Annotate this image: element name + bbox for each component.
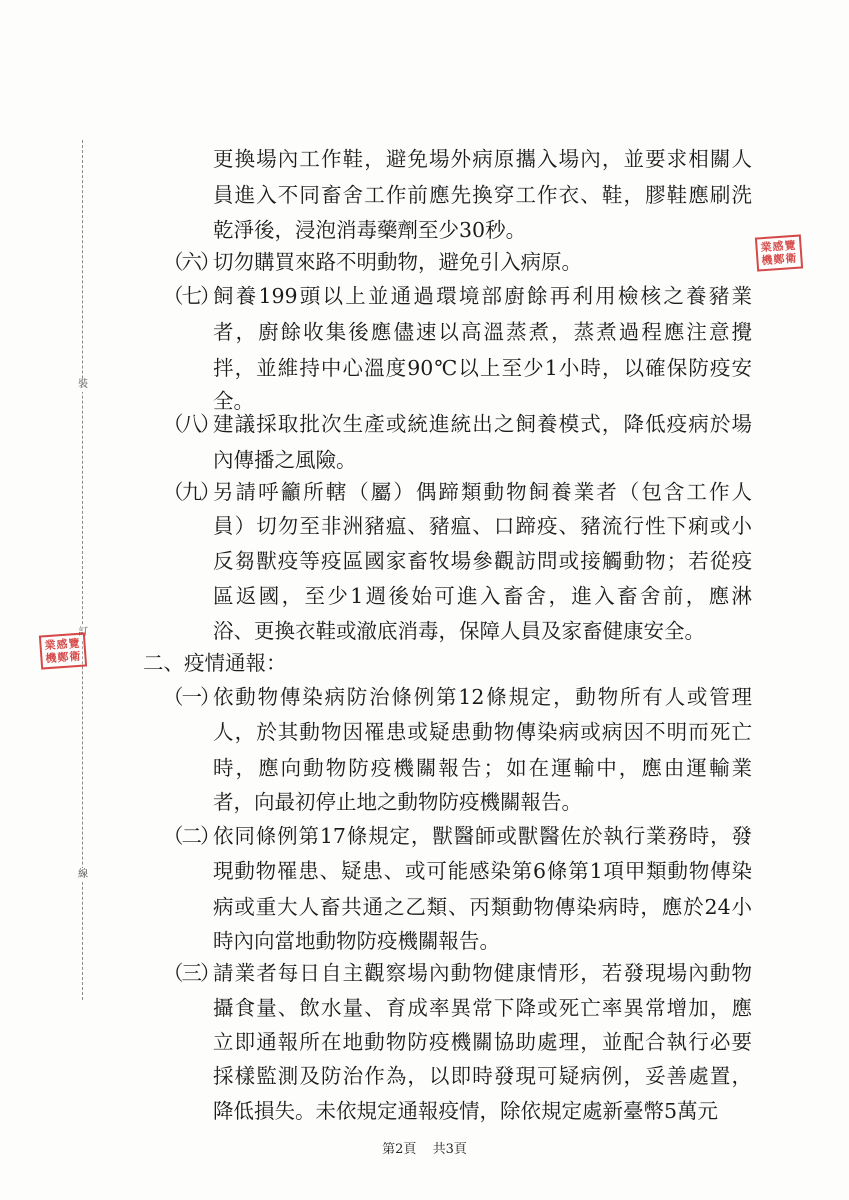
paragraph-line: 現動物罹患、疑患、或可能感染第6條第1項甲類動物傳染 [213,859,752,883]
item-marker: （八） [163,412,219,436]
seal-stamp-right: 業感覽 機鄭衛 [755,234,803,271]
paragraph-line: 乾淨後，浸泡消毒藥劑至少30秒。 [213,218,527,242]
paragraph-line: 攝食量、飲水量、育成率異常下降或死亡率異常增加，應 [213,996,752,1020]
seal-stamp-left: 業感覽 機鄭衛 [39,632,87,669]
binding-char-ding: 訂 [74,626,92,640]
paragraph-line: 立即通報所在地動物防疫機關協助處理，並配合執行必要 [213,1030,752,1054]
paragraph-line: 拌，並維持中心溫度90℃以上至少1小時，以確保防疫安 [213,356,752,380]
item-marker: （二） [163,824,219,848]
paragraph-line: 飼養199頭以上並通過環境部廚餘再利用檢核之養豬業 [213,284,752,308]
paragraph-line: 建議採取批次生產或統進統出之飼養模式，降低疫病於場 [213,412,752,436]
page-number: 第2頁 [382,1142,417,1157]
item-marker: （六） [163,250,219,274]
paragraph-line: 員進入不同畜舍工作前應先換穿工作衣、鞋，膠鞋應刷洗 [213,183,752,207]
item-marker: （七） [163,284,219,308]
paragraph-line: 內傳播之風險。 [213,448,357,472]
binding-char-xian: 線 [74,868,92,882]
binding-char-zhuang: 裝 [74,378,92,392]
paragraph-line: 時，應向動物防疫機關報告；如在運輸中，應由運輸業 [213,756,752,780]
paragraph-line: 員）切勿至非洲豬瘟、豬瘟、口蹄疫、豬流行性下痢或小 [213,514,752,538]
paragraph-line: 人，於其動物因罹患或疑患動物傳染病或病因不明而死亡 [213,720,752,744]
paragraph-line: 請業者每日自主觀察場內動物健康情形，若發現場內動物 [213,961,752,985]
item-marker: （一） [163,685,219,709]
paragraph-line: 依動物傳染病防治條例第12條規定，動物所有人或管理 [213,685,752,709]
item-marker: （三） [163,961,219,985]
paragraph-line: 區返國，至少1週後始可進入畜舍，進入畜舍前，應淋 [213,584,752,608]
paragraph-line: 降低損失。未依規定通報疫情，除依規定處新臺幣5萬元 [213,1099,719,1123]
paragraph-line: 切勿購買來路不明動物，避免引入病原。 [213,250,582,274]
paragraph-line: 依同條例第17條規定，獸醫師或獸醫佐於執行業務時，發 [213,824,752,848]
item-marker: （九） [163,480,219,504]
page-total: 共3頁 [432,1142,467,1157]
paragraph-line: 時內向當地動物防疫機關報告。 [213,929,500,953]
paragraph-line: 更換場內工作鞋，避免場外病原攜入場內，並要求相關人 [213,147,752,171]
paragraph-line: 採樣監測及防治作為，以即時發現可疑病例，妥善處置， [213,1064,752,1088]
paragraph-line: 浴、更換衣鞋或澈底消毒，保障人員及家畜健康安全。 [213,619,705,643]
paragraph-line: 病或重大人畜共通之乙類、丙類動物傳染病時，應於24小 [213,895,752,919]
paragraph-line: 反芻獸疫等疫區國家畜牧場參觀訪問或接觸動物；若從疫 [213,549,752,573]
paragraph-line: 者，向最初停止地之動物防疫機關報告。 [213,790,582,814]
page-footer [0,1138,849,1157]
paragraph-line: 另請呼籲所轄（屬）偶蹄類動物飼養業者（包含工作人 [213,480,752,504]
section-heading: 二、疫情通報： [143,651,287,675]
paragraph-line: 全。 [213,389,254,413]
paragraph-line: 者，廚餘收集後應儘速以高溫蒸煮，蒸煮過程應注意攪 [213,320,752,344]
